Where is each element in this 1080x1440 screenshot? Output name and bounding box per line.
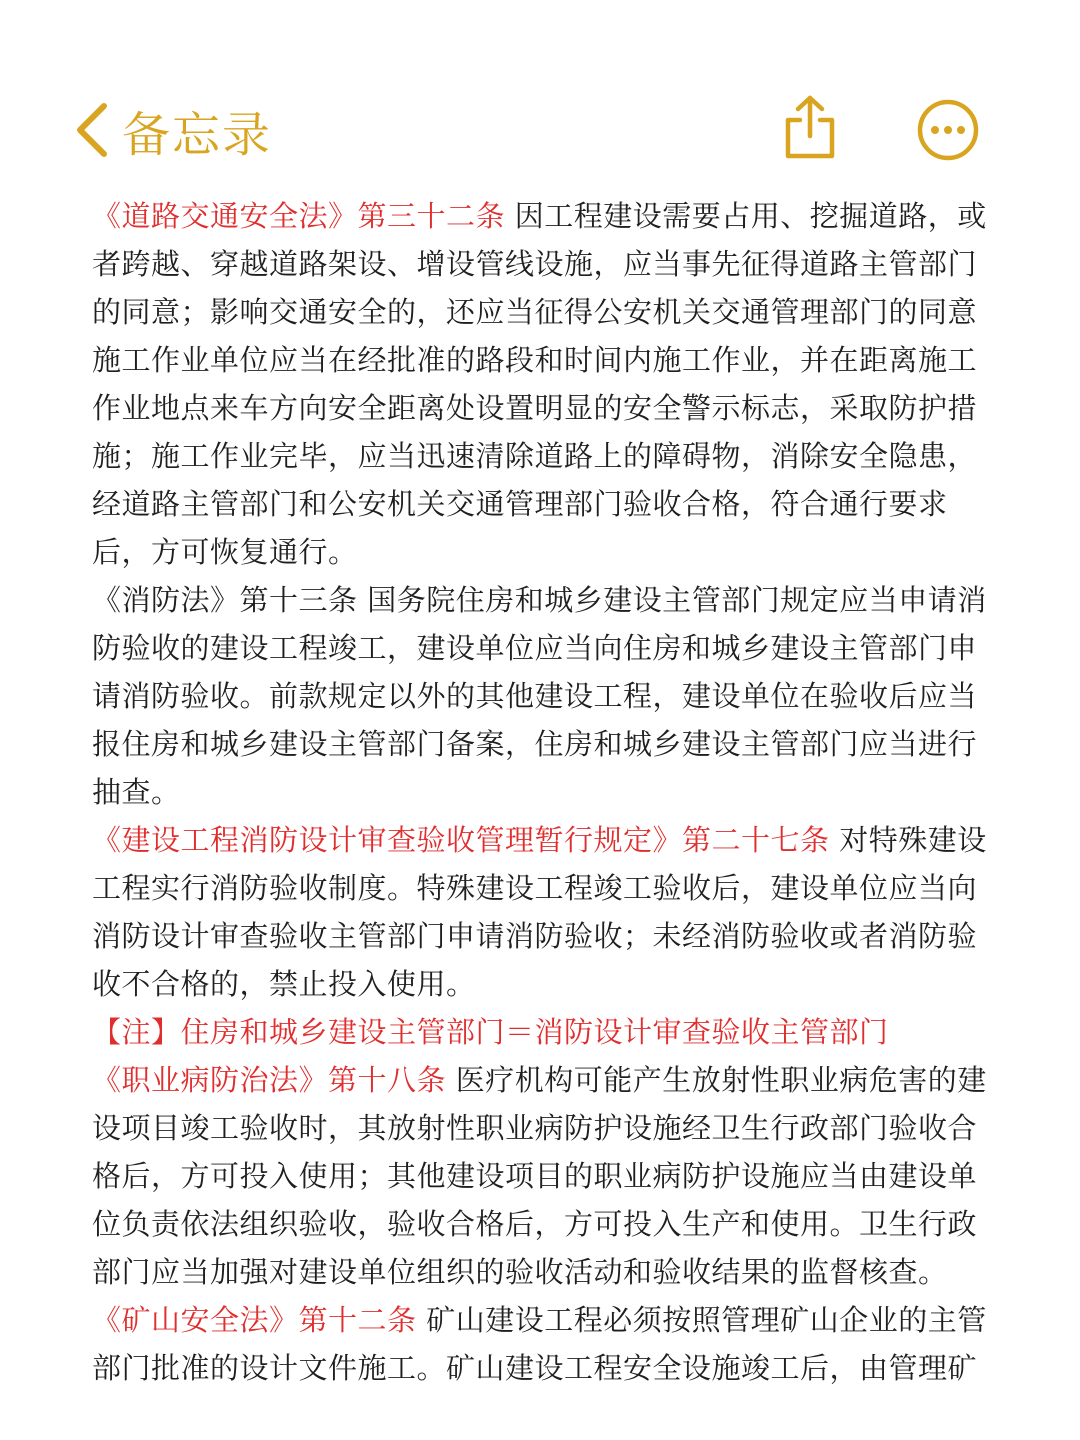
back-label: 备忘录 (122, 106, 273, 163)
more-button[interactable] (916, 98, 980, 162)
law-text: 对特殊建设工程实行消防验收制度。特殊建设工程竣工验收后，建设单位应当向消防设计审查验收主管部门申请消防验收；未经消防验收或者消防验收不合格的，禁止投入使用。 (92, 823, 987, 1001)
law-paragraph-fire-design-review (92, 816, 992, 1008)
law-paragraph-road-traffic (92, 192, 992, 576)
law-paragraph-occupational-disease (92, 1056, 992, 1296)
note-remark (92, 1008, 992, 1056)
back-button[interactable] (72, 98, 272, 162)
law-title: 《道路交通安全法》第三十二条 (92, 199, 506, 233)
law-text: 医疗机构可能产生放射性职业病危害的建设项目竣工验收时，其放射性职业病防护设施经卫生行政部门验收合格后，方可投入使用；其他建设项目的职业病防护设施应当由建设单位负责依法组织验收，验收合格后，方可投入生产和使用。卫生行政部门应当加强对建设单位组织的验收活动和验收结果的监督核查。 (92, 1063, 987, 1289)
law-text: 矿山建设工程必须按照管理矿山企业的主管部门批准的设计文件施工。矿山建设工程安全设施竣工后，由管理矿 (92, 1303, 987, 1385)
law-text: 国务院住房和城乡建设主管部门规定应当申请消防验收的建设工程竣工，建设单位应当向住房和城乡建设主管部门申请消防验收。前款规定以外的其他建设工程，建设单位在验收后应当报住房和城乡建设主管部门备案，住房和城乡建设主管部门应当进行抽查。 (92, 583, 987, 809)
note-body[interactable] (92, 192, 992, 1392)
law-title: 《消防法》第十三条 (92, 583, 358, 617)
law-paragraph-mine-safety (92, 1296, 992, 1392)
navigation-bar (0, 88, 1080, 172)
law-text: 因工程建设需要占用、挖掘道路，或者跨越、穿越道路架设、增设管线设施，应当事先征得道路主管部门的同意；影响交通安全的，还应当征得公安机关交通管理部门的同意施工作业单位应当在经批准的路段和时间内施工作业，并在距离施工作业地点来车方向安全距离处设置明显的安全警示标志，采取防护措施；施工作业完毕，应当迅速清除道路上的障碍物，消除安全隐患，经道路主管部门和公安机关交通管理部门验收合格，符合通行要求后，方可恢复通行。 (92, 199, 987, 569)
more-icon (916, 98, 980, 162)
share-button[interactable] (780, 94, 840, 160)
share-icon (780, 94, 840, 160)
law-title: 《矿山安全法》第十二条 (92, 1303, 417, 1337)
law-title: 《建设工程消防设计审查验收管理暂行规定》第二十七条 (92, 823, 830, 857)
chevron-left-icon (72, 100, 112, 160)
law-title: 《职业病防治法》第十八条 (92, 1063, 447, 1097)
remark-text: 【注】住房和城乡建设主管部门＝消防设计审查验收主管部门 (92, 1015, 889, 1049)
law-paragraph-fire-protection (92, 576, 992, 816)
